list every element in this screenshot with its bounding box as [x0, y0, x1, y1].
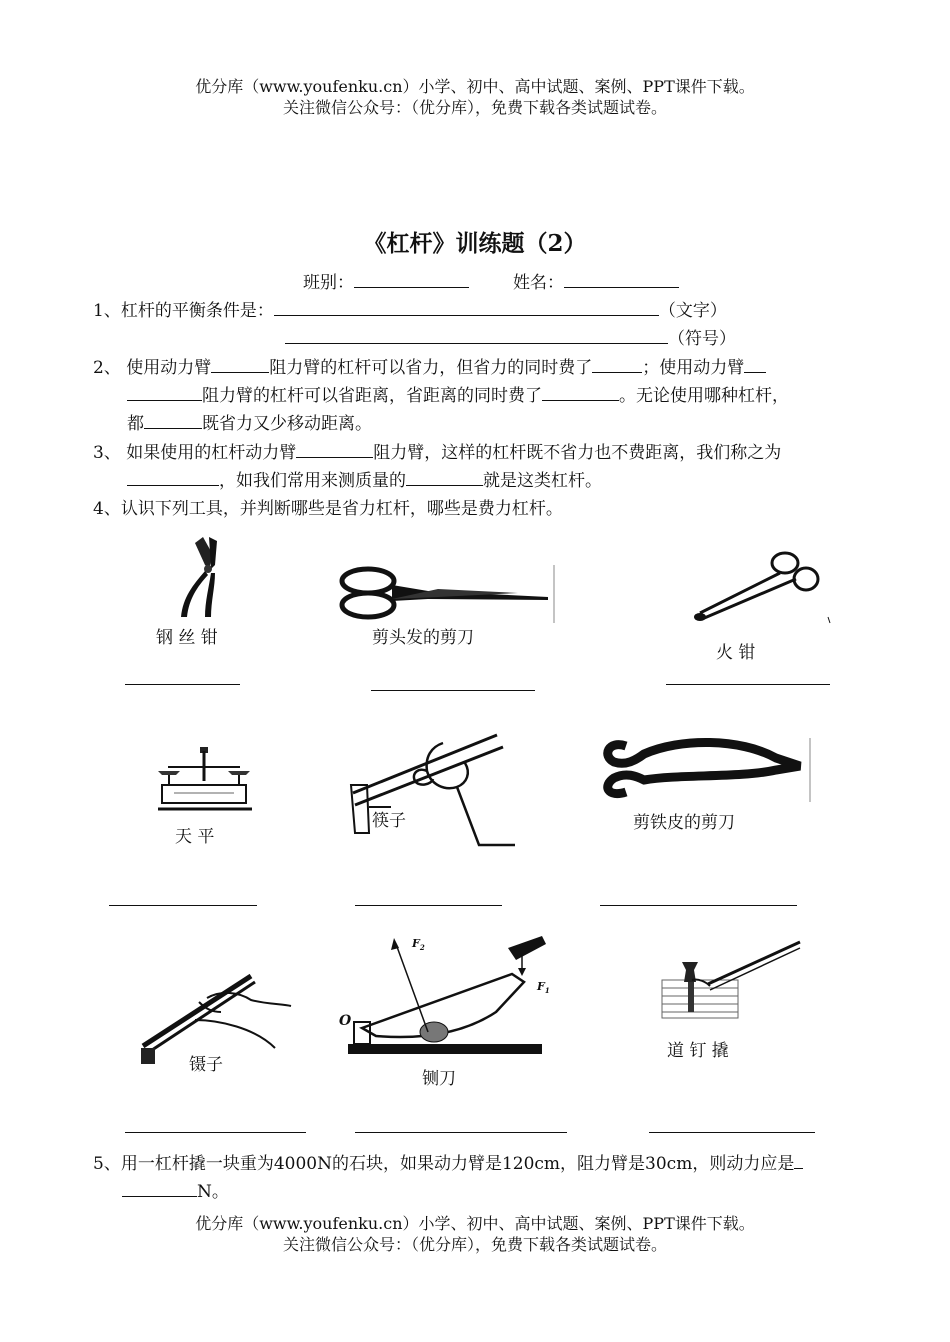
- header-line-2: 关注微信公众号：（优分库），免费下载各类试题试卷。: [282, 98, 667, 117]
- q2-text-3: ；使用动力臂: [642, 358, 745, 378]
- label-chopper: 铡刀: [422, 1069, 456, 1089]
- label-pliers: 钢 丝 钳: [156, 628, 218, 648]
- q3-text-4: 就是这类杠杆。: [483, 471, 602, 491]
- class-label: 班别：: [303, 273, 354, 293]
- class-input[interactable]: [354, 270, 469, 288]
- q2-text-1: 2、 使用动力臂: [93, 358, 212, 378]
- answer-chopper[interactable]: [355, 1132, 567, 1133]
- footer-line-1: 优分库（www.youfenku.cn）小学、初中、高中试题、案例、PPT课件下载。: [195, 1214, 755, 1233]
- label-nail-crowbar: 道 钉 撬: [667, 1041, 729, 1061]
- answer-chopsticks[interactable]: [355, 905, 502, 906]
- q3-text-2: 阻力臂，这样的杠杆既不省力也不费距离，我们称之为: [373, 443, 782, 463]
- label-tweezers: 镊子: [189, 1055, 223, 1075]
- question-1-symbol: [285, 326, 736, 351]
- q1-hint-symbol: （符号）: [668, 329, 736, 349]
- balance-image: [154, 745, 254, 815]
- q2-text-4: 阻力臂的杠杆可以省距离，省距离的同时费了: [202, 386, 542, 406]
- question-2-line-2: [127, 383, 789, 408]
- q3-text-1: 3、 如果使用的杠杆动力臂: [93, 443, 297, 463]
- pliers-image: [165, 535, 225, 620]
- q2-text-7: 既省力又少移动距离。: [202, 414, 372, 434]
- question-1: [93, 298, 727, 323]
- q2-blank-2[interactable]: [592, 355, 642, 373]
- question-3-line-2: [127, 468, 602, 493]
- label-balance: 天 平: [175, 827, 215, 847]
- force-f1-subscript: 1: [544, 986, 550, 996]
- q3-blank-1[interactable]: [296, 440, 373, 458]
- force-f1-label: [537, 980, 550, 995]
- q1-hint-text: （文字）: [658, 301, 727, 321]
- pivot-o-label: O: [339, 1013, 352, 1029]
- question-2-line-1: [93, 355, 766, 380]
- force-f2-label: [412, 937, 425, 952]
- label-fire-tongs: 火 钳: [716, 643, 756, 663]
- answer-nail-crowbar[interactable]: [649, 1132, 815, 1133]
- force-f1-letter: F: [537, 980, 545, 993]
- nail-crowbar-image: [658, 938, 804, 1026]
- label-tin-shears: 剪铁皮的剪刀: [633, 813, 735, 833]
- question-3-line-1: [93, 440, 781, 465]
- q2-blank-5[interactable]: [144, 411, 202, 429]
- chopper-image: [336, 932, 554, 1056]
- answer-tweezers[interactable]: [125, 1132, 306, 1133]
- q2-blank-3a[interactable]: [744, 355, 766, 373]
- q5-blank-a[interactable]: [794, 1151, 803, 1169]
- name-field: [513, 270, 679, 295]
- q2-text-5: 。无论使用哪种杠杆，: [619, 386, 789, 406]
- q1-blank-symbol[interactable]: [285, 326, 668, 344]
- answer-hair-scissors[interactable]: [371, 690, 535, 691]
- label-chopsticks: 筷子: [372, 811, 406, 831]
- q2-blank-1[interactable]: [211, 355, 269, 373]
- class-field: [303, 270, 469, 295]
- footer-line-2: 关注微信公众号：（优分库），免费下载各类试题试卷。: [282, 1235, 667, 1254]
- q5-blank-b[interactable]: [122, 1179, 197, 1197]
- q2-blank-3b[interactable]: [127, 383, 202, 401]
- question-2-line-3: [127, 411, 372, 436]
- q3-text-3: ，如我们常用来测质量的: [219, 471, 406, 491]
- force-f2-subscript: 2: [419, 943, 425, 953]
- tin-shears-image: [600, 736, 812, 804]
- label-hair-scissors: 剪头发的剪刀: [372, 628, 474, 648]
- q1-blank-text[interactable]: [274, 298, 659, 316]
- q5-text-2: N。: [197, 1182, 229, 1202]
- answer-fire-tongs[interactable]: [666, 684, 830, 685]
- name-input[interactable]: [564, 270, 679, 288]
- q2-text-2: 阻力臂的杠杆可以省力，但省力的同时费了: [269, 358, 593, 378]
- question-5-line-1: [93, 1151, 803, 1176]
- question-5-line-2: [122, 1179, 229, 1204]
- page-title: 《杠杆》训练题（2）: [363, 230, 587, 257]
- header-line-1: 优分库（www.youfenku.cn）小学、初中、高中试题、案例、PPT课件下载。: [195, 77, 755, 96]
- force-f2-letter: F: [412, 937, 420, 950]
- answer-pliers[interactable]: [125, 684, 240, 685]
- question-4: 4、认识下列工具，并判断哪些是省力杠杆，哪些是费力杠杆。: [93, 499, 563, 519]
- chopsticks-image: [347, 733, 517, 851]
- name-label: 姓名：: [513, 273, 564, 293]
- q3-blank-2[interactable]: [127, 468, 219, 486]
- hair-scissors-image: [338, 563, 556, 625]
- q5-text-1: 5、用一杠杆撬一块重为4000N的石块，如果动力臂是120cm，阻力臂是30cm，则动力应是: [93, 1154, 795, 1174]
- fire-tongs-image: [688, 543, 833, 625]
- answer-tin-shears[interactable]: [600, 905, 797, 906]
- q1-text: 1、杠杆的平衡条件是：: [93, 301, 274, 321]
- answer-balance[interactable]: [109, 905, 257, 906]
- q2-text-6: 都: [127, 414, 144, 434]
- q2-blank-4[interactable]: [542, 383, 619, 401]
- q3-blank-3[interactable]: [406, 468, 483, 486]
